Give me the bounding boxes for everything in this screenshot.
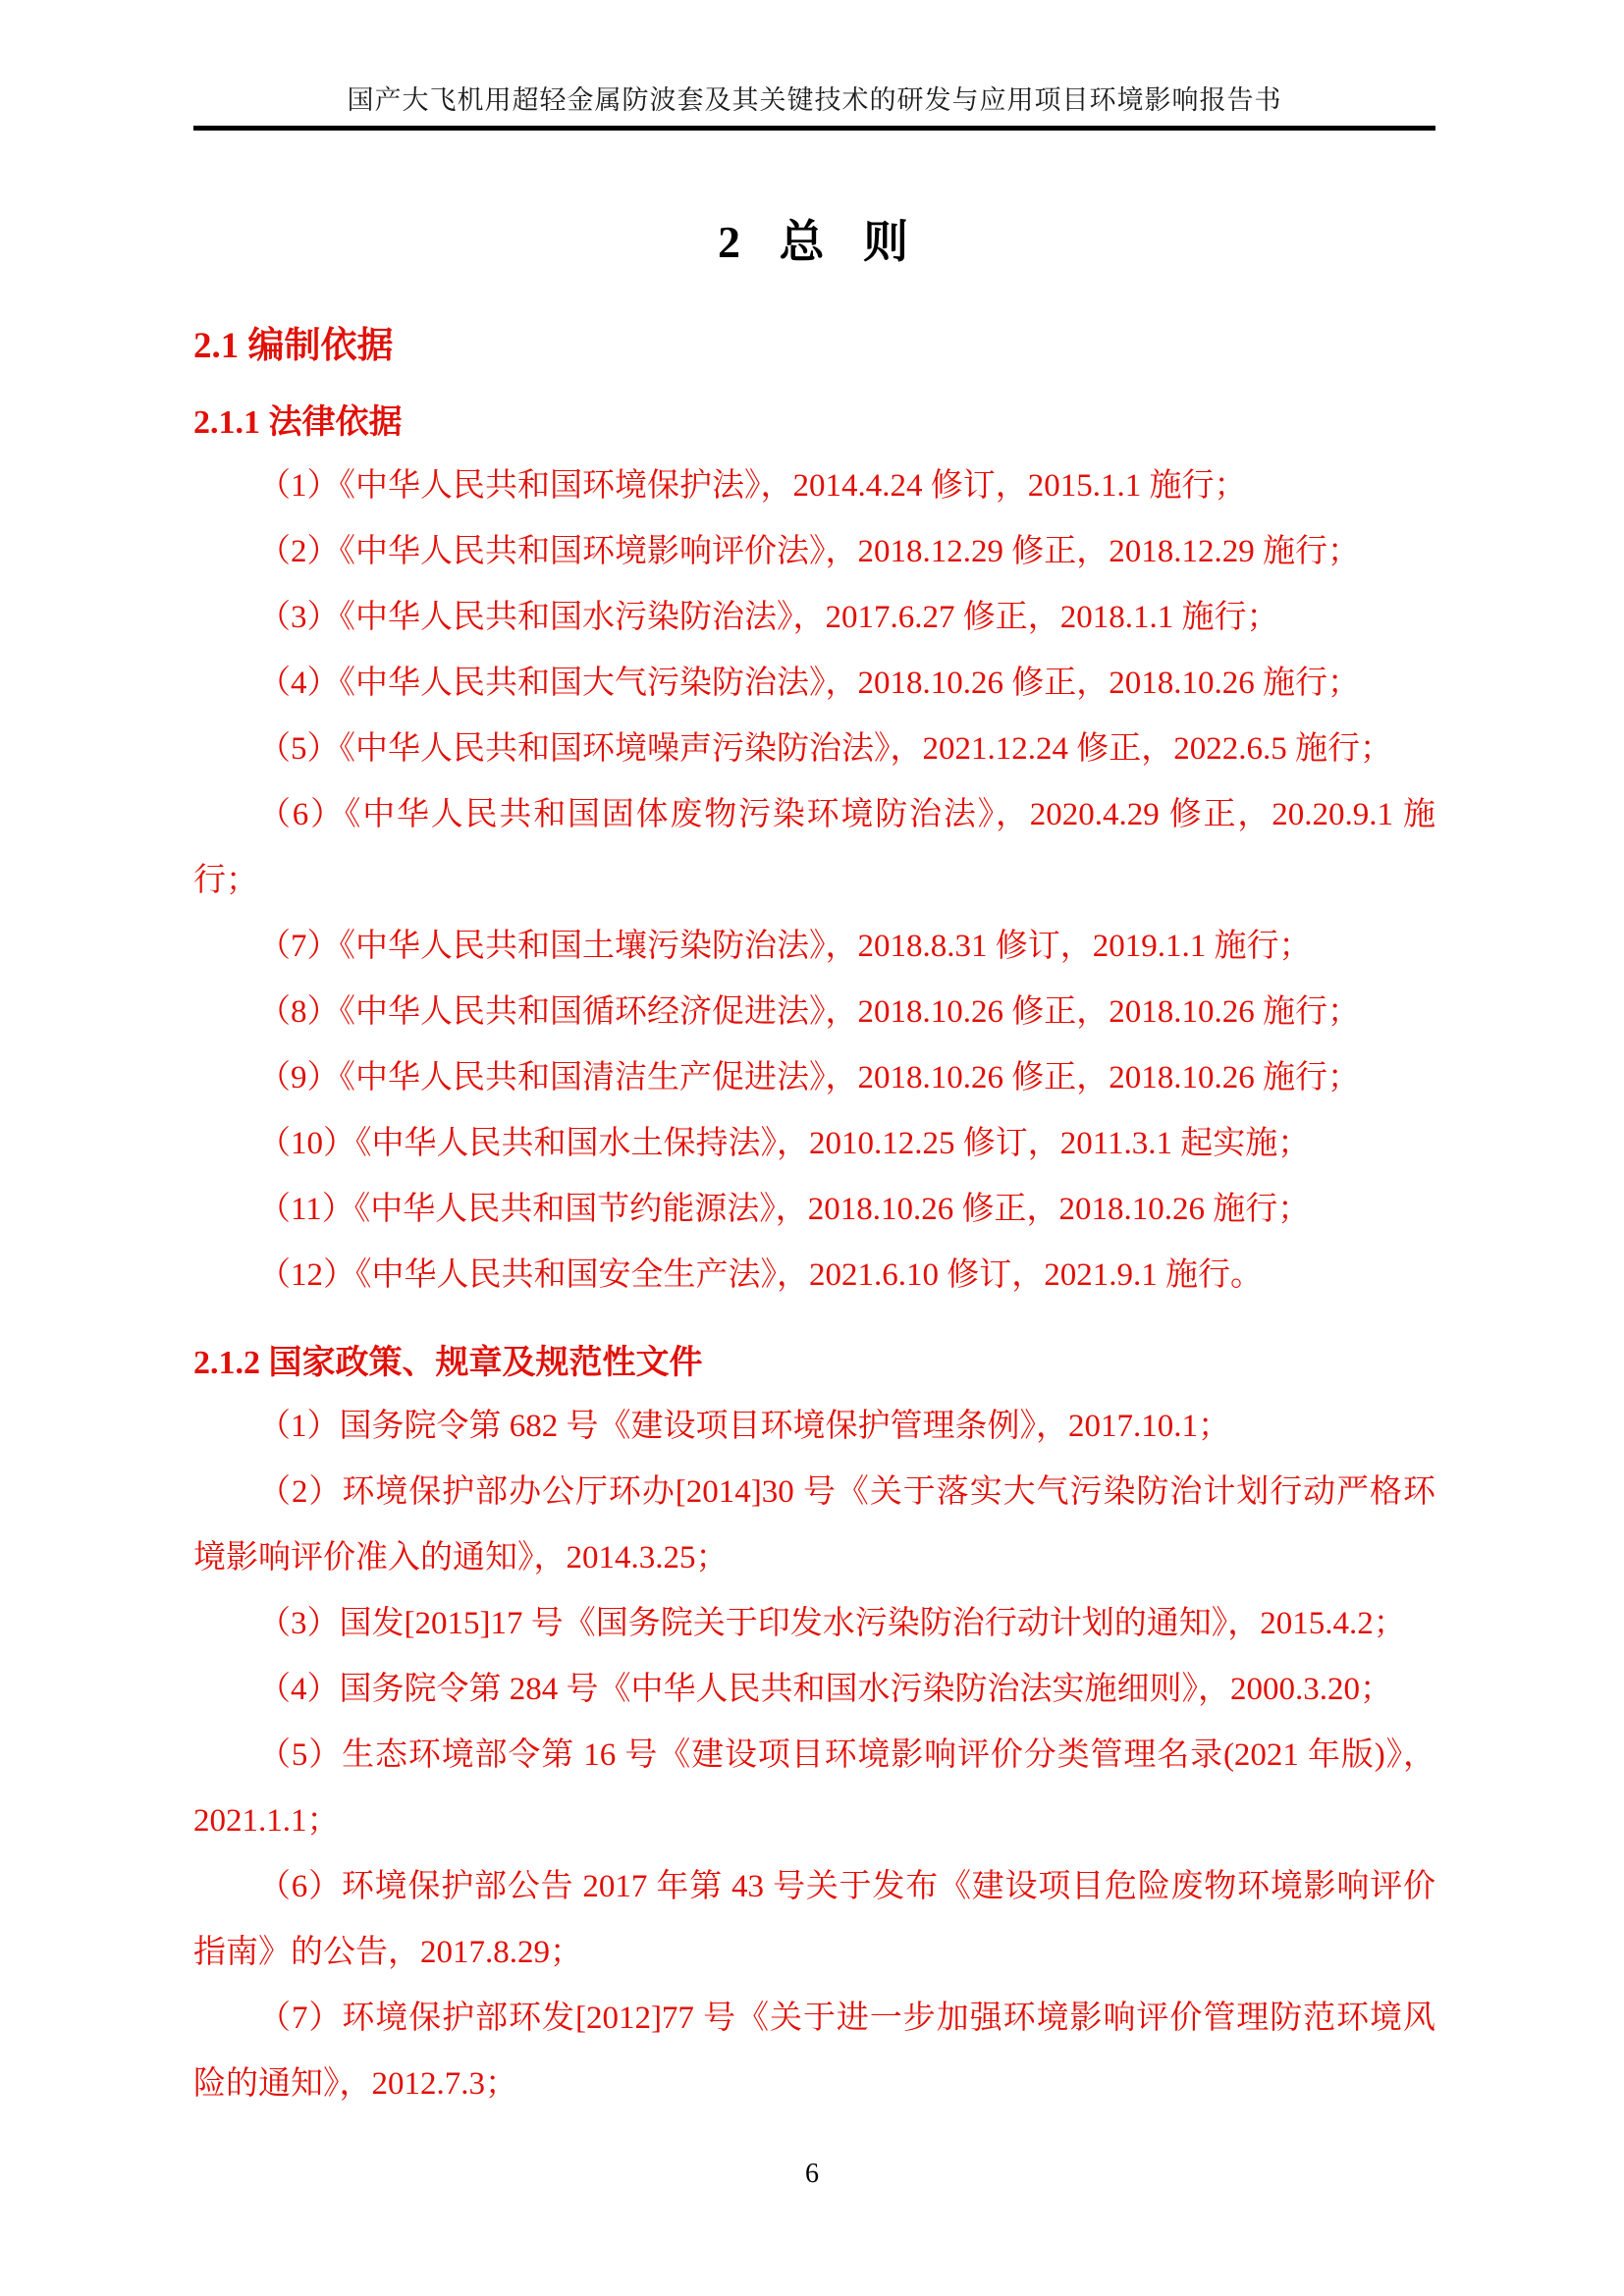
subsection-heading-2-1-2: 2.1.2 国家政策、规章及规范性文件 <box>193 1344 703 1381</box>
legal-basis-list <box>193 454 1435 1308</box>
list-item: （5）《中华人民共和国环境噪声污染防治法》，2021.12.24 修正，2022.6.5 施行； <box>258 730 1392 767</box>
list-item: （6）《中华人民共和国固体废物污染环境防治法》，2020.4.29 修正，20.20.9.1 施行； <box>193 796 1435 898</box>
list-item: （6）环境保护部公告 2017 年第 43 号关于发布《建设项目危险废物环境影响评价指南》的公告，2017.8.29； <box>193 1868 1435 1970</box>
list-item: （7）环境保护部环发[2012]77 号《关于进一步加强环境影响评价管理防范环境风险的通知》，2012.7.3； <box>193 2000 1435 2102</box>
list-item: （1）《中华人民共和国环境保护法》，2014.4.24 修订，2015.1.1 施行； <box>258 467 1247 504</box>
list-item: （10）《中华人民共和国水土保持法》，2010.12.25 修订，2011.3.1 起实施； <box>258 1125 1311 1161</box>
subsection-heading-2-1-1: 2.1.1 法律依据 <box>193 403 403 441</box>
list-item: （2）环境保护部办公厅环办[2014]30 号《关于落实大气污染防治计划行动严格环境影响评价准入的通知》，2014.3.25； <box>193 1473 1435 1575</box>
list-item: （8）《中华人民共和国循环经济促进法》，2018.10.26 修正，2018.10.26 施行； <box>258 993 1360 1030</box>
running-header: 国产大飞机用超轻金属防波套及其关键技术的研发与应用项目环境影响报告书 <box>347 85 1282 115</box>
list-item: （1）国务院令第 682 号《建设项目环境保护管理条例》，2017.10.1； <box>258 1408 1230 1444</box>
list-item: （3）国发[2015]17 号《国务院关于印发水污染防治行动计划的通知》，2015.4.2； <box>258 1605 1406 1641</box>
list-item: （4）《中华人民共和国大气污染防治法》，2018.10.26 修正，2018.10.26 施行； <box>258 665 1360 701</box>
list-item: （7）《中华人民共和国土壤污染防治法》，2018.8.31 修订，2019.1.1 施行； <box>258 928 1312 964</box>
page-title: 2 总 则 <box>718 217 911 268</box>
list-item: （3）《中华人民共和国水污染防治法》，2017.6.27 修正，2018.1.1 施行； <box>258 599 1279 635</box>
list-item: （4）国务院令第 284 号《中华人民共和国水污染防治法实施细则》，2000.3.20； <box>258 1671 1392 1707</box>
list-item: （9）《中华人民共和国清洁生产促进法》，2018.10.26 修正，2018.10.26 施行； <box>258 1059 1360 1095</box>
policy-document-list <box>193 1394 1435 2117</box>
list-item: （12）《中华人民共和国安全生产法》，2021.6.10 修订，2021.9.1 施行。 <box>258 1256 1263 1293</box>
page-number: 6 <box>805 2159 819 2189</box>
list-item: （2）《中华人民共和国环境影响评价法》，2018.12.29 修正，2018.12.29 施行； <box>258 533 1360 569</box>
header-divider <box>193 126 1435 131</box>
section-heading-2-1: 2.1 编制依据 <box>193 325 394 366</box>
list-item: （11）《中华人民共和国节约能源法》，2018.10.26 修正，2018.10.26 施行； <box>258 1191 1311 1227</box>
list-item: （5）生态环境部令第 16 号《建设项目环境影响评价分类管理名录(2021 年版)》，2021.1.1； <box>193 1736 1435 1839</box>
